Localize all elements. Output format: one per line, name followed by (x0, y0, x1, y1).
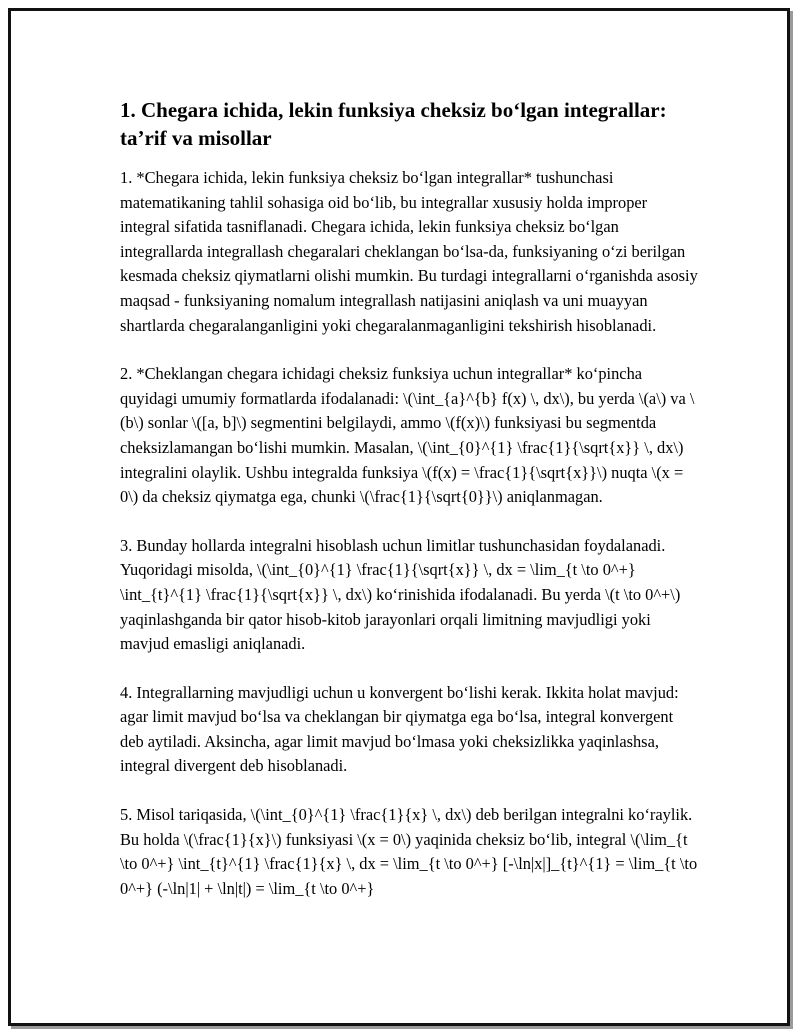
paragraph-5: 5. Misol tariqasida, \(\int_{0}^{1} \frac{1}{x} \, dx\) deb berilgan integralni ko‘raylik. Bu holda \(\frac{1}{x}\) funksiyasi \(x = 0\) yaqinida cheksiz bo‘lib, integral \(\lim_{t \to 0^+} \int_{t}^{1} \frac{1}{x} \, dx = \lim_{t \to 0^+} [-\ln|x|]_{t}^{1} = \lim_{t \to 0^+} (-\ln|1| + \ln|t|) = \lim_{t \to 0^+} (120, 805, 698, 898)
paragraph-4: 4. Integrallarning mavjudligi uchun u konvergent bo‘lishi kerak. Ikkita holat mavjud: agar limit mavjud bo‘lsa va cheklangan bir qiymatga ega bo‘lsa, integral konvergent deb aytiladi. Aksincha, agar limit mavjud bo‘lmasa yoki cheksizlikka yaqinlashsa, integral divergent deb hisoblanadi. (120, 682, 679, 776)
paragraph-2: 2. *Cheklangan chegara ichidagi cheksiz funksiya uchun integrallar* ko‘pincha quyidagi umumiy formatlarda ifodalanadi: \(\int_{a}^{b} f(x) \, dx\), bu yerda \(a\) va \(b\) sonlar \([a, b]\) segmentini belgilaydi, ammo \(f(x)\) funksiyasi bu segmentda cheksizlamangan bo‘lishi mumkin. Masalan, \(\int_{0}^{1} \frac{1}{\sqrt{x}} \, dx\) integralini olaylik. Ushbu integralda funksiya \(f(x) = \frac{1}{\sqrt{x}}\) nuqta \(x = 0\) da cheksiz qiymatga ega, chunki \(\frac{1}{\sqrt{0}}\) aniqlanmagan. (120, 364, 695, 507)
document-body (120, 96, 698, 925)
page-frame (8, 8, 790, 1026)
paragraph-3: 3. Bunday hollarda integralni hisoblash uchun limitlar tushunchasidan foydalanadi. Yuqoridagi misolda, \(\int_{0}^{1} \frac{1}{\sqrt{x}} \, dx = \lim_{t \to 0^+} \int_{t}^{1} \frac{1}{\sqrt{x}} \, dx\) ko‘rinishida ifodalanadi. Bu yerda \(t \to 0^+\) yaqinlashganda bir qator hisob-kitob jarayonlari orqali limitning mavjudligi yoki mavjud emasligi aniqlanadi. (120, 535, 681, 654)
paragraph-1: 1. *Chegara ichida, lekin funksiya cheksiz bo‘lgan integrallar* tushunchasi matematikaning tahlil sohasiga oid bo‘lib, bu integrallar xususiy holda improper integral sifatida tasniflanadi. Chegara ichida, lekin funksiya cheksiz bo‘lgan integrallarda integrallash chegaralari cheklangan bo‘lsa-da, funksiyaning o‘zi berilgan kesmada cheksiz qiymatlarni olishi mumkin. Bu turdagi integrallarni o‘rganishda asosiy maqsad - funksiyaning nomalum integrallash natijasini aniqlash va uni muayyan shartlarda chegaralanganligini yoki chegaralanmaganligini tekshirish hisoblanadi. (120, 168, 698, 335)
section-heading: 1. Chegara ichida, lekin funksiya cheksiz bo‘lgan integrallar: ta’rif va misollar (120, 98, 667, 150)
